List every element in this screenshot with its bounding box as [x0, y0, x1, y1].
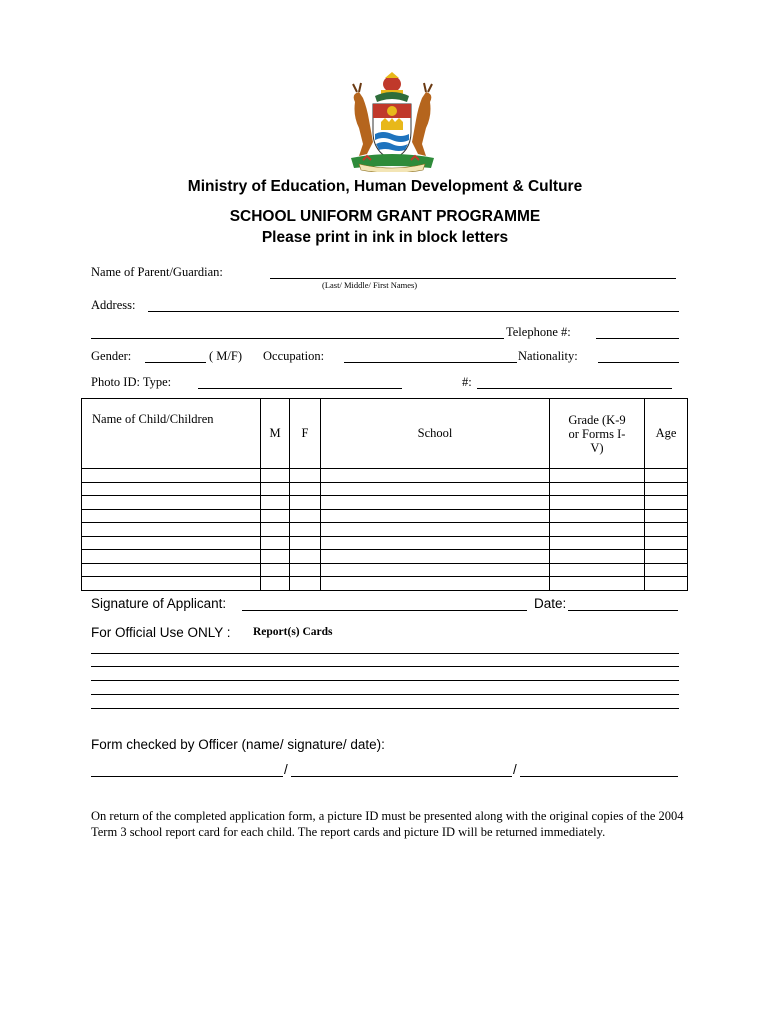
- occupation-field[interactable]: [344, 362, 517, 363]
- male-cell[interactable]: [261, 482, 290, 496]
- nationality-field[interactable]: [598, 362, 679, 363]
- col-school: School: [321, 399, 550, 469]
- male-cell[interactable]: [261, 496, 290, 510]
- date-field[interactable]: [568, 610, 678, 611]
- male-cell[interactable]: [261, 563, 290, 577]
- telephone-label: Telephone #:: [506, 325, 571, 339]
- ministry-title: Ministry of Education, Human Development & Culture: [187, 178, 583, 195]
- school-cell[interactable]: [321, 509, 550, 523]
- table-row[interactable]: [82, 563, 688, 577]
- report-cards-label: Report(s) Cards: [253, 626, 333, 638]
- grade-cell[interactable]: [550, 469, 645, 483]
- school-cell[interactable]: [321, 469, 550, 483]
- photo-id-type-label: Photo ID: Type:: [91, 375, 172, 389]
- children-table-header: [82, 399, 688, 469]
- parent-guardian-field[interactable]: [270, 278, 676, 279]
- female-cell[interactable]: [290, 536, 321, 550]
- school-cell[interactable]: [321, 536, 550, 550]
- grade-cell[interactable]: [550, 523, 645, 537]
- child-name-cell[interactable]: [82, 496, 261, 510]
- female-cell[interactable]: [290, 496, 321, 510]
- table-row[interactable]: [82, 550, 688, 564]
- gender-field[interactable]: [145, 362, 206, 363]
- parent-guardian-label: Name of Parent/Guardian:: [91, 265, 223, 279]
- male-cell[interactable]: [261, 509, 290, 523]
- age-cell[interactable]: [645, 536, 688, 550]
- officer-name-field[interactable]: [91, 776, 283, 777]
- table-row[interactable]: [82, 536, 688, 550]
- female-cell[interactable]: [290, 509, 321, 523]
- table-row[interactable]: [82, 523, 688, 537]
- male-cell[interactable]: [261, 536, 290, 550]
- address-field-line-2[interactable]: [91, 338, 504, 339]
- female-cell[interactable]: [290, 577, 321, 591]
- age-cell[interactable]: [645, 469, 688, 483]
- table-row[interactable]: [82, 482, 688, 496]
- table-row[interactable]: [82, 509, 688, 523]
- age-cell[interactable]: [645, 523, 688, 537]
- col-female: F: [290, 399, 321, 469]
- male-cell[interactable]: [261, 577, 290, 591]
- school-cell[interactable]: [321, 550, 550, 564]
- telephone-field[interactable]: [596, 338, 679, 339]
- parent-name-hint: (Last/ Middle/ First Names): [322, 280, 418, 290]
- grade-cell[interactable]: [550, 550, 645, 564]
- female-cell[interactable]: [290, 550, 321, 564]
- child-name-cell[interactable]: [82, 523, 261, 537]
- official-use-line-4[interactable]: [91, 694, 679, 695]
- programme-title: SCHOOL UNIFORM GRANT PROGRAMME: [229, 208, 541, 225]
- male-cell[interactable]: [261, 550, 290, 564]
- male-cell[interactable]: [261, 469, 290, 483]
- school-cell[interactable]: [321, 577, 550, 591]
- grade-cell[interactable]: [550, 536, 645, 550]
- child-name-cell[interactable]: [82, 577, 261, 591]
- officer-check-label: Form checked by Officer (name/ signature/ date):: [91, 737, 385, 752]
- coat-of-arms-emblem: [345, 72, 440, 172]
- grade-cell[interactable]: [550, 577, 645, 591]
- gender-label: Gender:: [91, 349, 132, 363]
- child-name-cell[interactable]: [82, 563, 261, 577]
- age-cell[interactable]: [645, 550, 688, 564]
- grade-cell[interactable]: [550, 482, 645, 496]
- age-cell[interactable]: [645, 509, 688, 523]
- school-cell[interactable]: [321, 523, 550, 537]
- officer-separator-1: /: [284, 762, 288, 777]
- col-age: Age: [645, 399, 688, 469]
- address-field-line-1[interactable]: [148, 311, 679, 312]
- official-use-line-5[interactable]: [91, 708, 679, 709]
- age-cell[interactable]: [645, 496, 688, 510]
- child-name-cell[interactable]: [82, 509, 261, 523]
- date-label: Date:: [534, 596, 567, 611]
- official-use-label: For Official Use ONLY :: [91, 625, 231, 640]
- photo-id-number-field[interactable]: [477, 388, 672, 389]
- child-name-cell[interactable]: [82, 550, 261, 564]
- female-cell[interactable]: [290, 482, 321, 496]
- school-cell[interactable]: [321, 496, 550, 510]
- grade-cell[interactable]: [550, 509, 645, 523]
- official-use-line-3[interactable]: [91, 680, 679, 681]
- address-label: Address:: [91, 298, 136, 312]
- children-table: [81, 398, 688, 591]
- child-name-cell[interactable]: [82, 482, 261, 496]
- col-grade: Grade (K-9 or Forms I-V): [550, 399, 645, 469]
- age-cell[interactable]: [645, 482, 688, 496]
- gender-options: ( M/F): [209, 349, 242, 363]
- col-male: M: [261, 399, 290, 469]
- female-cell[interactable]: [290, 563, 321, 577]
- nationality-label: Nationality:: [518, 349, 578, 363]
- occupation-label: Occupation:: [263, 349, 325, 363]
- female-cell[interactable]: [290, 523, 321, 537]
- school-cell[interactable]: [321, 563, 550, 577]
- child-name-cell[interactable]: [82, 536, 261, 550]
- female-cell[interactable]: [290, 469, 321, 483]
- table-row[interactable]: [82, 577, 688, 591]
- table-row[interactable]: [82, 496, 688, 510]
- instruction-text: Please print in ink in block letters: [261, 229, 509, 246]
- official-use-line-1[interactable]: [91, 653, 679, 654]
- official-use-line-2[interactable]: [91, 666, 679, 667]
- officer-separator-2: /: [513, 762, 517, 777]
- grade-cell[interactable]: [550, 496, 645, 510]
- return-instructions-note: On return of the completed application form, a picture ID must be presented along with the original copies of the 2004 Term 3 school report card for each child. The report cards and picture ID will be returned immediately.: [91, 809, 684, 839]
- age-cell[interactable]: [645, 577, 688, 591]
- photo-id-type-field[interactable]: [198, 388, 402, 389]
- school-cell[interactable]: [321, 482, 550, 496]
- male-cell[interactable]: [261, 523, 290, 537]
- grade-cell[interactable]: [550, 563, 645, 577]
- signature-applicant-field[interactable]: [242, 610, 527, 611]
- photo-id-number-label: #:: [462, 375, 472, 389]
- officer-date-field[interactable]: [520, 776, 678, 777]
- age-cell[interactable]: [645, 563, 688, 577]
- officer-signature-field[interactable]: [291, 776, 512, 777]
- col-name-of-child: Name of Child/Children: [82, 399, 261, 469]
- child-name-cell[interactable]: [82, 469, 261, 483]
- table-row[interactable]: [82, 469, 688, 483]
- signature-applicant-label: Signature of Applicant:: [91, 596, 227, 611]
